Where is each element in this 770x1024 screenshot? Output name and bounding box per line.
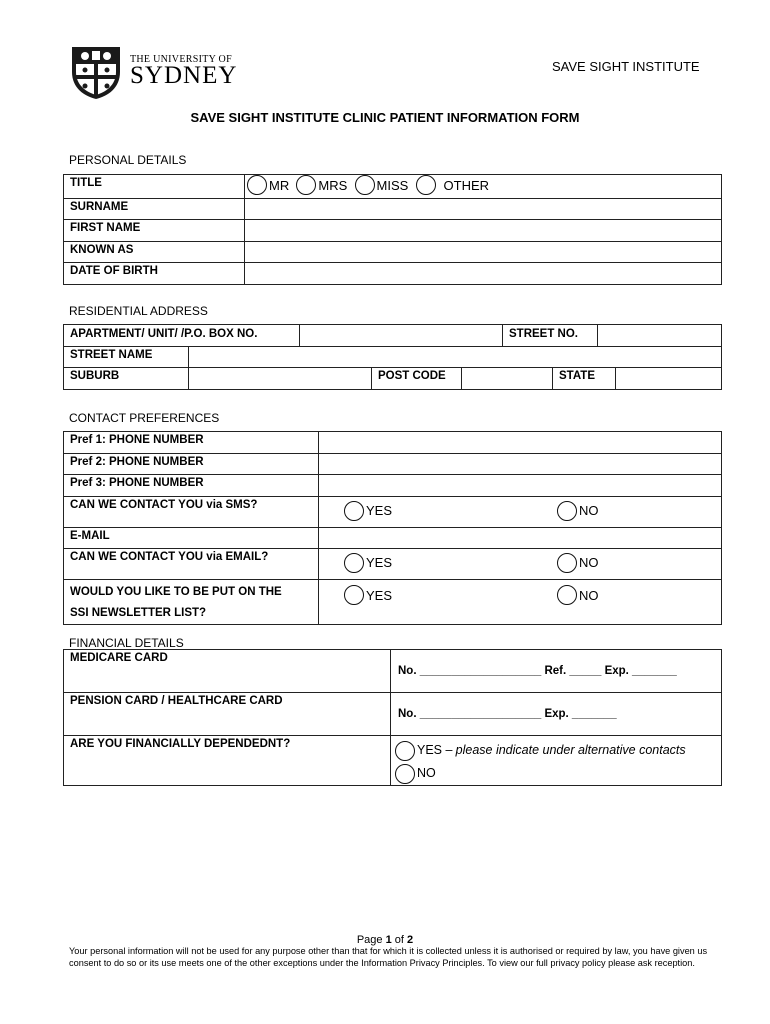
surname-field[interactable]	[245, 199, 722, 220]
newsletter-label-line1: WOULD YOU LIKE TO BE PUT ON THE	[70, 586, 282, 598]
post-code-field[interactable]	[462, 368, 553, 390]
title-options	[245, 175, 722, 199]
pref3-field[interactable]	[319, 475, 722, 497]
street-name-field[interactable]	[189, 347, 722, 368]
email-yes-cell	[319, 549, 531, 580]
radio-icon[interactable]	[557, 553, 577, 573]
dependent-options	[391, 736, 722, 786]
financial-table	[63, 649, 722, 786]
street-no-field[interactable]	[598, 325, 722, 347]
title-option-mrs[interactable]: MRS	[296, 175, 347, 195]
address-table-row2	[63, 346, 722, 368]
email-label: E-MAIL	[64, 528, 319, 549]
state-label: STATE	[553, 368, 616, 390]
contact-table	[63, 431, 722, 625]
email-yes-option[interactable]: YES	[344, 553, 392, 573]
newsletter-yes-cell	[319, 580, 531, 625]
medicare-field[interactable]: No. ___________________ Ref. _____ Exp. _______	[391, 650, 722, 693]
radio-icon[interactable]	[557, 585, 577, 605]
radio-icon[interactable]	[344, 501, 364, 521]
institute-name: SAVE SIGHT INSTITUTE	[552, 59, 700, 74]
known-as-field[interactable]	[245, 242, 722, 263]
first-name-field[interactable]	[245, 220, 722, 242]
personal-details-heading: PERSONAL DETAILS	[69, 153, 187, 167]
first-name-label: FIRST NAME	[64, 220, 245, 242]
radio-icon[interactable]	[296, 175, 316, 195]
pension-field[interactable]: No. ___________________ Exp. _______	[391, 693, 722, 736]
dependent-yes-option[interactable]: YES – please indicate under alternative contacts	[395, 739, 721, 762]
sms-no-option[interactable]: NO	[557, 501, 599, 521]
email-contact-label: CAN WE CONTACT YOU via EMAIL?	[64, 549, 319, 580]
radio-icon[interactable]	[416, 175, 436, 195]
university-name-large: SYDNEY	[130, 62, 238, 89]
dependent-no-option[interactable]: NO	[395, 762, 721, 785]
sms-yes-option[interactable]: YES	[344, 501, 392, 521]
email-no-option[interactable]: NO	[557, 553, 599, 573]
pref1-label: Pref 1: PHONE NUMBER	[64, 432, 319, 454]
street-name-label: STREET NAME	[64, 347, 189, 368]
post-code-label: POST CODE	[372, 368, 462, 390]
university-name-small: THE UNIVERSITY OF	[130, 54, 232, 65]
pension-label: PENSION CARD / HEALTHCARE CARD	[64, 693, 391, 736]
radio-icon[interactable]	[344, 553, 364, 573]
sms-no-cell	[530, 497, 722, 528]
address-table-row3	[63, 367, 722, 390]
date-of-birth-label: DATE OF BIRTH	[64, 263, 245, 285]
email-field[interactable]	[319, 528, 722, 549]
radio-icon[interactable]	[557, 501, 577, 521]
dependent-label: ARE YOU FINANCIALLY DEPENDEDNT?	[64, 736, 391, 786]
medicare-label: MEDICARE CARD	[64, 650, 391, 693]
title-option-mr[interactable]: MR	[247, 175, 289, 195]
radio-icon[interactable]	[344, 585, 364, 605]
newsletter-yes-option[interactable]: YES	[344, 585, 392, 605]
address-table-row1	[63, 324, 722, 347]
pref1-field[interactable]	[319, 432, 722, 454]
state-field[interactable]	[616, 368, 722, 390]
form-title: SAVE SIGHT INSTITUTE CLINIC PATIENT INFORMATION FORM	[190, 110, 580, 125]
radio-icon[interactable]	[395, 741, 415, 761]
radio-icon[interactable]	[395, 764, 415, 784]
pref3-label: Pref 3: PHONE NUMBER	[64, 475, 319, 497]
email-no-cell	[530, 549, 722, 580]
surname-label: SURNAME	[64, 199, 245, 220]
sms-label: CAN WE CONTACT YOU via SMS?	[64, 497, 319, 528]
financial-details-heading: FINANCIAL DETAILS	[69, 636, 184, 650]
suburb-label: SUBURB	[64, 368, 189, 390]
apartment-field[interactable]	[300, 325, 503, 347]
known-as-label: KNOWN AS	[64, 242, 245, 263]
suburb-field[interactable]	[189, 368, 372, 390]
pref2-field[interactable]	[319, 454, 722, 475]
title-label: TITLE	[64, 175, 245, 199]
sms-yes-cell	[319, 497, 531, 528]
street-no-label: STREET NO.	[503, 325, 598, 347]
university-crest-icon	[68, 44, 124, 100]
privacy-notice: Your personal information will not be used for any purpose other than that for which it is collected unless it is authorised or required by law, you have given us consent to do so or its use meets one of the other exceptions under the Information Privacy Principles. To view our full privacy policy please ask reception.	[69, 946, 708, 968]
newsletter-no-option[interactable]: NO	[557, 585, 599, 605]
pref2-label: Pref 2: PHONE NUMBER	[64, 454, 319, 475]
university-logo	[68, 44, 238, 100]
newsletter-label	[64, 580, 319, 625]
newsletter-no-cell	[530, 580, 722, 625]
newsletter-label-line2: SSI NEWSLETTER LIST?	[70, 607, 207, 619]
date-of-birth-field[interactable]	[245, 263, 722, 285]
radio-icon[interactable]	[247, 175, 267, 195]
title-option-miss[interactable]: MISS	[355, 175, 409, 195]
page-number: Page 1 of 2	[356, 934, 414, 946]
residential-address-heading: RESIDENTIAL ADDRESS	[69, 304, 208, 318]
title-option-other[interactable]: OTHER	[416, 175, 490, 195]
contact-preferences-heading: CONTACT PREFERENCES	[69, 411, 220, 425]
apartment-label: APARTMENT/ UNIT/ /P.O. BOX NO.	[64, 325, 300, 347]
radio-icon[interactable]	[355, 175, 375, 195]
personal-details-table	[63, 174, 722, 285]
